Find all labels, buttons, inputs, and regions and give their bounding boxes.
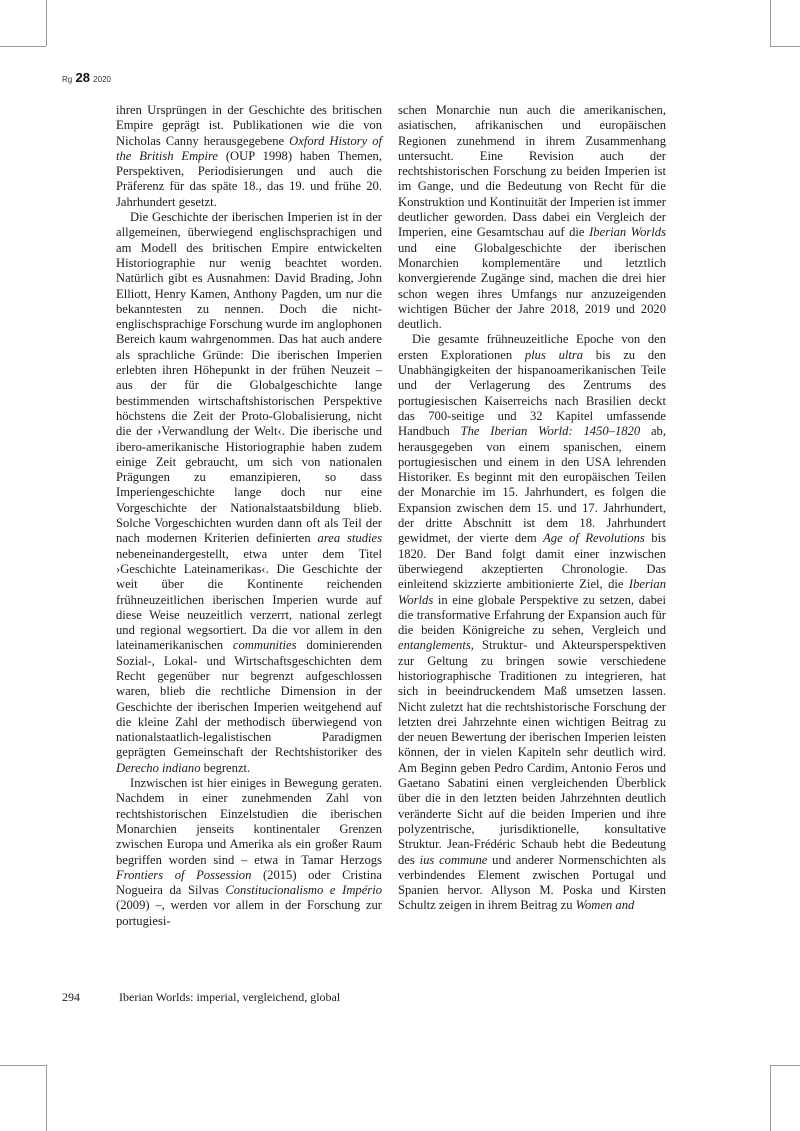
year: 2020 <box>93 75 111 84</box>
italic-text: Women and <box>575 898 635 913</box>
running-header <box>62 70 111 85</box>
italic-text: plus ultra <box>524 347 584 362</box>
text-run: (2009) –, werden vor allem in der Forschung zur portugiesi- <box>116 898 382 928</box>
text-column-left <box>116 103 382 929</box>
volume-number: 28 <box>75 70 90 85</box>
text-run: (2015) oder Cristina Nogueira da Silvas <box>116 867 382 898</box>
crop-mark <box>0 1065 46 1066</box>
italic-text: area studies <box>317 531 382 546</box>
page-number: 294 <box>62 990 80 1004</box>
text-column-right <box>398 103 666 914</box>
journal-abbr: Rg <box>62 75 73 84</box>
crop-mark <box>770 1065 771 1131</box>
italic-text: Constitucionalismo e Império <box>225 883 382 898</box>
crop-mark <box>46 1065 47 1131</box>
text-run: (OUP 1998) haben Themen, Perspektiven, Periodisierungen und auch die Präferenz für das späte 18., das 19. und frühe 20. Jahrhundert gesetzt. <box>116 148 382 209</box>
italic-text: Age of Revolutions <box>543 531 645 546</box>
paragraph <box>116 210 382 776</box>
text-run: , Struktur- und Akteursperspektiven zur Geltung zu bringen sowie verschiedene historiographische Traditionen zu integrieren, hat sich in beeindruckendem Maß umsetzen lassen. Nicht zuletzt hat die rechtshistorische Forschung der letzten drei Jahrzehnte einen wichtigen Beitrag zu der neuen Bewertung der iberischen Imperien leisten können, der in vielen Kapiteln sehr deutlich wird. Am Beginn geben Pedro Cardim, Antonio Feros und Gaetano Sabatini einen vergleichenden Überblick über die in den letzten beiden Jahrzehnten deutlich veränderte Sicht auf die beiden Imperien und ihre polyzentrische, jurisdiktionelle, konsultative Struktur. Jean-Frédéric Schaub hebt die Bedeutung des <box>398 638 666 867</box>
italic-text: Iberian Worlds <box>398 577 666 607</box>
text-run: und eine Globalgeschichte der iberischen Monarchien komplementäre und letztlich konvergierende Zugänge sind, machen die drei hier schon wegen ihres Umfangs nur anzuzeigenden wichtigen Bücher der Jahre 2018, 2019 und 2020 deutlich. <box>398 240 666 332</box>
italic-text: The Iberian World: 1450–1820 <box>460 424 641 439</box>
text-run: schen Monarchie nun auch die amerikanischen, asiatischen, afrikanischen und europäischen Regionen zunehmend in ihrem Zusammenhang untersucht. Eine Revision auch der rechtshistorischen Forschung zu beiden Imperien ist im Gange, und die Bedeutung von Recht für die Konstruktion und Kontinuität der Imperien ist immer deutlicher geworden. Dass dabei ein Vergleich der Imperien, eine Gesamtschau auf die <box>398 103 666 240</box>
text-run: bis 1820. Der Band folgt damit einer inzwischen überwiegend akzeptierten Chronologie. Das einleitend skizzierte ambitionierte Ziel, die <box>398 531 666 592</box>
text-run: und anderer Normenschichten als verbindendes Element zwischen Portugal und Spanien hervor. Allyson M. Poska und Kirsten Schultz zeigen in ihrem Beitrag zu <box>398 852 667 913</box>
italic-text: Derecho indiano <box>116 760 201 775</box>
text-run: ihren Ursprüngen in der Geschichte des britischen Empire geprägt ist. Publikationen wie die von Nicholas Canny herausgegebene <box>116 103 382 148</box>
text-run: begrenzt. <box>200 760 251 775</box>
running-title: Iberian Worlds: imperial, vergleichend, global <box>119 990 341 1004</box>
text-run: dominierenden Sozial-, Lokal- und Wirtschaftsgeschichten dem Recht gegenüber nur begrenzt aufgeschlossen waren, blieb die rechtliche Dimension in der Geschichte der iberischen Imperien weitgehend auf die kleine Zahl der methodisch überwiegend von nationalstaatlich-legalistischen Paradigmen geprägten Gemeinschaft der Rechtshistoriker des <box>116 638 382 760</box>
italic-text: Frontiers of Possession <box>116 867 252 882</box>
crop-mark <box>770 0 771 46</box>
text-run: in eine globale Perspektive zu setzen, dabei die transformative Erfahrung der Expansion auch für die beiden Königreiche zu sehen, Vergleich und <box>398 592 666 638</box>
italic-text: ius commune <box>419 852 488 867</box>
text-run: bis zu den Unabhängigkeiten der hispanoamerikanischen Teile und der Verlagerung des Zentrums des portugiesischen Kaiserreichs nach Brasilien deckt das 700-seitige und 32 Kapitel umfassende Handbuch <box>398 347 667 439</box>
paragraph <box>398 332 666 913</box>
italic-text: Iberian Worlds <box>589 225 666 240</box>
paragraph <box>398 103 666 332</box>
crop-mark <box>46 0 47 46</box>
text-run: Inzwischen ist hier einiges in Bewegung geraten. Nachdem in einer zunehmenden Zahl von rechtshistorischen Einzelstudien die iberischen Monarchien jenseits kontinentaler Grenzen zwischen Europa und Amerika als ein großer Raum begriffen worden sind – etwa in Tamar Herzogs <box>116 776 382 867</box>
paragraph <box>116 103 382 210</box>
text-run: ab, herausgegeben von einem spanischen, einem portugiesischen und einem in den USA lehrenden Historiker. Es beginnt mit den europäischen Teilen der Monarchie im 15. Jahrhundert, es folgen die Expansion zwischen dem 15. und 17. Jahrhundert, der dritte Abschnitt ist dem 18. Jahrhundert gewidmet, der vierte dem <box>398 424 666 546</box>
text-run: Die gesamte frühneuzeitliche Epoche von den ersten Explorationen <box>398 332 666 362</box>
page-footer <box>62 990 340 1005</box>
text-run: Die Geschichte der iberischen Imperien ist in der allgemeinen, überwiegend englischsprachigen und am Modell des britischen Empire entwickelten Historiographie nur wenig beachtet worden. Natürlich gibt es Ausnahmen: David Brading, John Elliott, Henry Kamen, Anthony Pagden, um nur die bekanntesten zu nennen. Doch die nicht-englischsprachige Forschung wurde im anglophonen Bereich kaum wahrgenommen. Das hat auch andere als sprachliche Gründe: Die iberischen Imperien erlebten ihren Höhepunkt in der frühen Neuzeit – aus der für die Globalgeschichte lange bestimmenden wirtschaftshistorischen Perspektive höchstens die Zeit der Proto-Globalisierung, nicht die der ›Verwandlung der Welt‹. Die iberische und ibero-amerikanische Historiographie haben zudem einige Zeit gebraucht, um sich von nationalen Prägungen zu emanzipieren, so dass Imperiengeschichte lange doch nur eine Vorgeschichte der Nationalstaatsbildung blieb. Solche Vorgeschichten wurden dann oft als Teil der nach modernen Kriterien definierten <box>116 210 382 546</box>
crop-mark <box>770 1065 800 1066</box>
text-run: nebeneinandergestellt, etwa unter dem Titel ›Geschichte Lateinamerikas‹. Die Geschichte der weit über die Kontinente reichenden frühneuzeitlichen iberischen Imperien wurde auf diese Weise neuzeitlich verzerrt, national zerlegt und regional wegsortiert. Da die vor allem in den lateinamerikanischen <box>116 546 382 653</box>
italic-text: entanglements <box>398 638 471 653</box>
italic-text: communities <box>232 638 297 653</box>
crop-mark <box>770 46 800 47</box>
paragraph <box>116 776 382 929</box>
crop-mark <box>0 46 46 47</box>
italic-text: Oxford History of the British Empire <box>116 133 382 163</box>
